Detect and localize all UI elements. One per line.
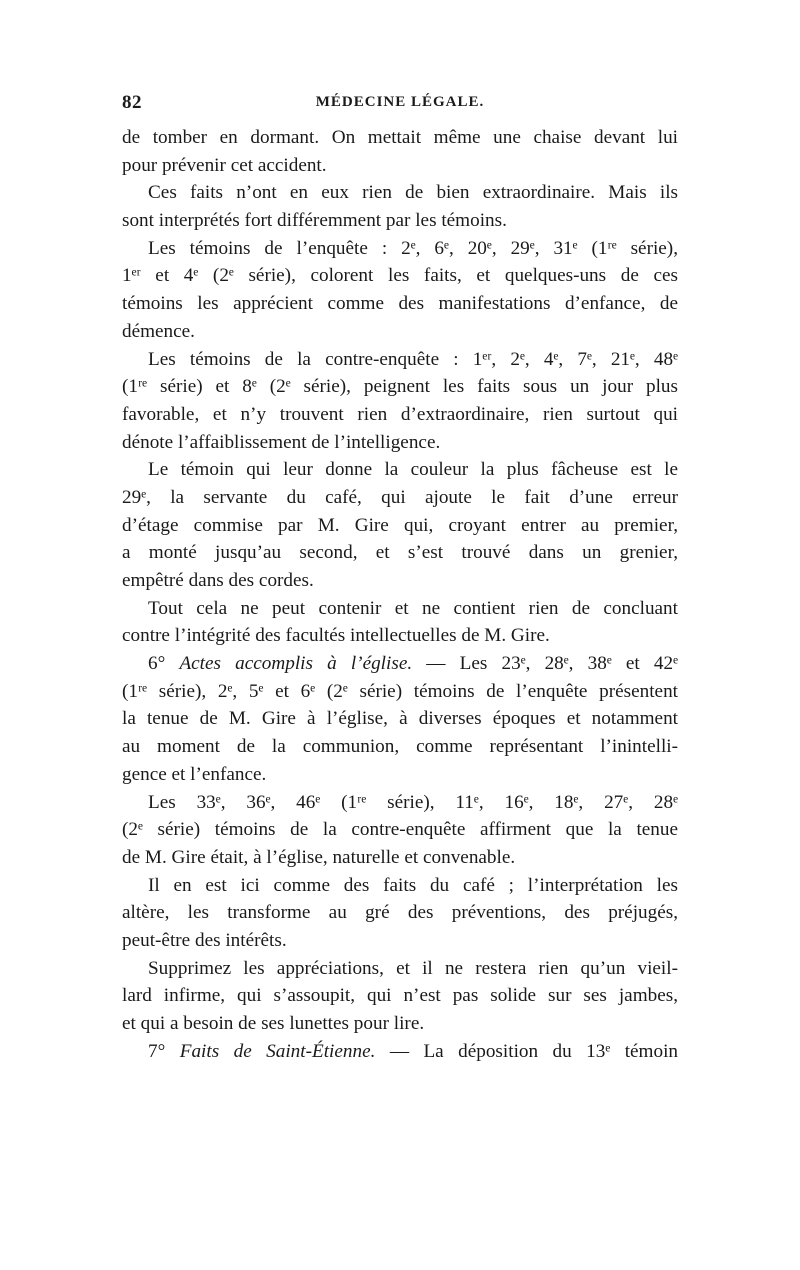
- text-line: et qui a besoin de ses lunettes pour lire.: [122, 1013, 425, 1034]
- text-line: a monté jusqu’au second, et s’est trouvé dans un grenier,: [122, 542, 678, 564]
- text-line: Supprimez les appréciations, et il ne restera rien qu’un vieil-: [148, 957, 678, 979]
- text-line: gence et l’enfance.: [122, 763, 267, 785]
- text-line: [122, 650, 678, 678]
- section-title-italic: Faits de Saint-Étienne.: [179, 1040, 376, 1062]
- text-line: lard infirme, qui s’assoupit, qui n’est pas solide sur ses jambes,: [122, 985, 678, 1007]
- text-line: sont interprétés fort différemment par les témoins.: [122, 210, 507, 232]
- text-line: Il en est ici comme des faits du café ; l’interprétation les: [148, 874, 678, 896]
- section-continuation: — Les 23ᵉ, 28ᵉ, 38ᵉ et 42ᵉ: [412, 653, 679, 675]
- text-line: démence.: [122, 320, 195, 342]
- text-line: empêtré dans des cordes.: [122, 570, 314, 591]
- text-line: de tomber en dormant. On mettait même une chaise devant lui: [122, 127, 678, 148]
- text-line: la tenue de M. Gire à l’église, à diverses époques et notamment: [122, 708, 678, 730]
- page-header: [122, 92, 678, 116]
- text-line: Les témoins de la contre-enquête : 1ᵉʳ, 2ᵉ, 4ᵉ, 7ᵉ, 21ᵉ, 48ᵉ: [148, 348, 678, 370]
- text-line: d’étage commise par M. Gire qui, croyant entrer au premier,: [122, 514, 678, 536]
- text-line: (1ʳᵉ série) et 8ᵉ (2ᵉ série), peignent les faits sous un jour plus: [122, 376, 678, 398]
- text-line: Ces faits n’ont en eux rien de bien extraordinaire. Mais ils: [148, 182, 678, 204]
- text-line: pour prévenir cet accident.: [122, 154, 327, 176]
- text-line: de M. Gire était, à l’église, naturelle et convenable.: [122, 846, 516, 868]
- section-number: 7°: [148, 1040, 180, 1062]
- section-number: 6°: [148, 653, 180, 675]
- running-head: MÉDECINE LÉGALE.: [315, 94, 485, 110]
- text-line: contre l’intégrité des facultés intellectuelles de M. Gire.: [122, 625, 550, 647]
- section-continuation: — La déposition du 13ᵉ témoin: [375, 1040, 678, 1062]
- text-line: [122, 1038, 678, 1066]
- text-line: 1ᵉʳ et 4ᵉ (2ᵉ série), colorent les faits, et quelques-uns de ces: [122, 265, 678, 287]
- text-line: Tout cela ne peut contenir et ne contient rien de concluant: [148, 597, 678, 619]
- text-line: dénote l’affaiblissement de l’intelligence.: [122, 431, 441, 453]
- text-line: (2ᵉ série) témoins de la contre-enquête affirment que la tenue: [122, 819, 678, 841]
- text-line: (1ʳᵉ série), 2ᵉ, 5ᵉ et 6ᵉ (2ᵉ série) témoins de l’enquête présentent: [122, 680, 678, 702]
- text-line: Le témoin qui leur donne la couleur la plus fâcheuse est le: [148, 459, 678, 481]
- text-line: altère, les transforme au gré des préventions, des préjugés,: [122, 902, 678, 924]
- text-line: au moment de la communion, comme représentant l’inintelli-: [122, 736, 678, 758]
- body-text: [122, 124, 678, 1065]
- text-line: Les 33ᵉ, 36ᵉ, 46ᵉ (1ʳᵉ série), 11ᵉ, 16ᵉ, 18ᵉ, 27ᵉ, 28ᵉ: [148, 791, 678, 813]
- text-line: peut-être des intérêts.: [122, 929, 287, 951]
- text-line: Les témoins de l’enquête : 2ᵉ, 6ᵉ, 20ᵉ, 29ᵉ, 31ᵉ (1ʳᵉ série),: [148, 237, 678, 259]
- text-line: favorable, et n’y trouvent rien d’extraordinaire, rien surtout qui: [122, 403, 678, 425]
- text-line: témoins les apprécient comme des manifestations d’enfance, de: [122, 293, 678, 315]
- text-line: 29ᵉ, la servante du café, qui ajoute le fait d’une erreur: [122, 486, 678, 508]
- section-title-italic: Actes accomplis à l’église.: [179, 653, 413, 675]
- page-number: 82: [122, 92, 142, 113]
